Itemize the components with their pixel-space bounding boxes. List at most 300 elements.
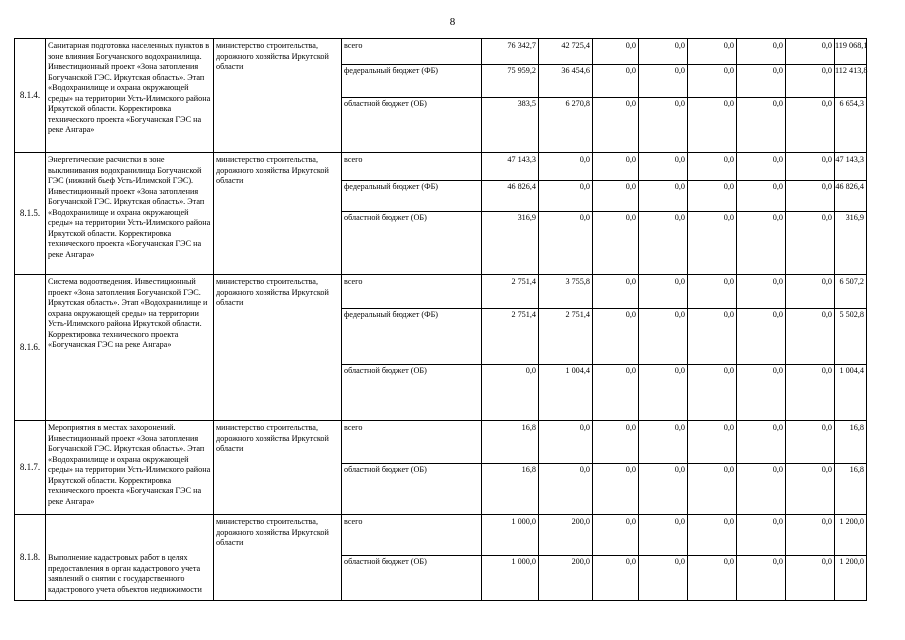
row-divider — [593, 308, 638, 309]
row-divider — [342, 64, 481, 65]
value-cell — [688, 515, 737, 601]
value-cell — [786, 153, 835, 275]
row-divider — [835, 180, 866, 181]
amount-value: 0,0 — [772, 213, 783, 222]
funding-sources-list — [342, 421, 481, 513]
amount-value: 316,9 — [517, 213, 536, 222]
row-code: 8.1.5. — [15, 153, 46, 275]
amount-value: 0,0 — [772, 66, 783, 75]
value-cell — [737, 275, 786, 421]
row-divider — [737, 180, 785, 181]
value-cell — [639, 39, 688, 153]
amount-value: 0,0 — [674, 182, 685, 191]
table-row — [15, 153, 867, 275]
value-cell — [482, 275, 539, 421]
value-column — [539, 515, 592, 599]
amount-value: 0,0 — [625, 99, 636, 108]
amount-value: 0,0 — [723, 277, 734, 286]
amount-value: 46 826,4 — [507, 182, 536, 191]
value-cell — [835, 39, 867, 153]
program-table — [14, 38, 867, 601]
amount-value: 112 413,8 — [835, 66, 868, 75]
row-code: 8.1.8. — [15, 515, 46, 601]
row-executor: министерство строительства, дорожного хозяйства Иркутской области — [214, 421, 342, 515]
value-column — [482, 421, 538, 513]
value-cell — [482, 153, 539, 275]
row-divider — [835, 64, 866, 65]
row-code: 8.1.4. — [15, 39, 46, 153]
funding-source-label: областной бюджет (ОБ) — [344, 99, 427, 108]
amount-value: 47 143,3 — [835, 155, 864, 164]
table-row — [15, 39, 867, 153]
amount-value: 0,0 — [821, 423, 832, 432]
row-divider — [342, 463, 481, 464]
amount-value: 0,0 — [579, 155, 590, 164]
value-column — [639, 39, 687, 151]
row-description: Выполнение кадастровых работ в целях предоставления в орган кадастрового учета заявлений о снятии с государственного кадастрового учета объектов недвижимости — [46, 515, 214, 601]
amount-value: 6 507,2 — [839, 277, 864, 286]
value-cell — [593, 153, 639, 275]
row-divider — [539, 64, 592, 65]
row-divider — [786, 555, 834, 556]
row-divider — [639, 308, 687, 309]
amount-value: 0,0 — [579, 213, 590, 222]
row-divider — [688, 97, 736, 98]
amount-value: 0,0 — [821, 310, 832, 319]
amount-value: 2 751,4 — [511, 310, 536, 319]
value-column — [639, 515, 687, 599]
value-cell — [593, 421, 639, 515]
amount-value: 0,0 — [772, 423, 783, 432]
row-divider — [835, 555, 866, 556]
row-divider — [786, 463, 834, 464]
funding-sources-list — [342, 153, 481, 273]
value-column — [737, 153, 785, 273]
value-column — [593, 153, 638, 273]
funding-sources-list — [342, 275, 481, 419]
amount-value: 383,5 — [517, 99, 536, 108]
row-divider — [539, 180, 592, 181]
amount-value: 0,0 — [723, 182, 734, 191]
funding-source-label: областной бюджет (ОБ) — [344, 366, 427, 375]
row-divider — [688, 364, 736, 365]
value-cell — [786, 515, 835, 601]
funding-sources — [342, 153, 482, 275]
row-divider — [737, 308, 785, 309]
amount-value: 1 004,4 — [565, 366, 590, 375]
row-divider — [786, 364, 834, 365]
amount-value: 0,0 — [821, 41, 832, 50]
row-divider — [482, 97, 538, 98]
amount-value: 0,0 — [625, 41, 636, 50]
value-column — [688, 275, 736, 419]
amount-value: 2 751,4 — [565, 310, 590, 319]
value-cell — [737, 153, 786, 275]
value-column — [593, 515, 638, 599]
row-divider — [593, 64, 638, 65]
amount-value: 0,0 — [674, 155, 685, 164]
row-description: Санитарная подготовка населенных пунктов в зоне влияния Богучанского водохранилища. Инвестиционный проект «Зона затопления Богучанской ГЭС. Иркутская область». Этап «Водохранилище и охрана окружающей среды» на территории Усть-Илимского района Иркутской области. Корректировка технического проекта «Богучанская ГЭС на реке Ангара» — [46, 39, 214, 153]
value-column — [737, 421, 785, 513]
row-divider — [786, 97, 834, 98]
row-divider — [482, 308, 538, 309]
value-cell — [539, 421, 593, 515]
amount-value: 0,0 — [625, 182, 636, 191]
value-column — [786, 153, 834, 273]
amount-value: 0,0 — [723, 41, 734, 50]
amount-value: 0,0 — [674, 66, 685, 75]
amount-value: 316,9 — [845, 213, 864, 222]
funding-source-label: федеральный бюджет (ФБ) — [344, 182, 439, 191]
value-cell — [539, 515, 593, 601]
value-cell — [639, 421, 688, 515]
row-divider — [639, 64, 687, 65]
amount-value: 0,0 — [772, 366, 783, 375]
row-divider — [639, 555, 687, 556]
value-cell — [786, 39, 835, 153]
amount-value: 0,0 — [821, 182, 832, 191]
amount-value: 0,0 — [625, 155, 636, 164]
row-divider — [539, 211, 592, 212]
amount-value: 0,0 — [821, 66, 832, 75]
amount-value: 0,0 — [821, 517, 832, 526]
value-column — [688, 153, 736, 273]
amount-value: 6 270,8 — [565, 99, 590, 108]
page-number: 8 — [449, 16, 456, 28]
row-divider — [688, 555, 736, 556]
value-column — [539, 421, 592, 513]
row-divider — [342, 364, 481, 365]
value-column — [737, 515, 785, 599]
table-row — [15, 275, 867, 421]
amount-value: 0,0 — [579, 465, 590, 474]
amount-value: 0,0 — [625, 213, 636, 222]
amount-value: 16,8 — [521, 465, 536, 474]
value-column — [835, 275, 866, 419]
row-divider — [593, 555, 638, 556]
amount-value: 0,0 — [625, 423, 636, 432]
value-column — [639, 153, 687, 273]
row-divider — [482, 64, 538, 65]
row-divider — [482, 211, 538, 212]
amount-value: 0,0 — [772, 465, 783, 474]
value-cell — [482, 515, 539, 601]
value-column — [593, 421, 638, 513]
amount-value: 16,8 — [849, 465, 864, 474]
value-cell — [737, 515, 786, 601]
row-divider — [688, 308, 736, 309]
value-cell — [835, 515, 867, 601]
value-cell — [539, 275, 593, 421]
row-divider — [639, 463, 687, 464]
row-divider — [539, 463, 592, 464]
amount-value: 0,0 — [674, 277, 685, 286]
amount-value: 75 959,2 — [507, 66, 536, 75]
row-divider — [688, 463, 736, 464]
table-row — [15, 421, 867, 515]
amount-value: 2 751,4 — [511, 277, 536, 286]
funding-sources — [342, 515, 482, 601]
row-divider — [593, 211, 638, 212]
row-divider — [835, 308, 866, 309]
value-cell — [835, 153, 867, 275]
value-cell — [688, 275, 737, 421]
value-column — [639, 421, 687, 513]
amount-value: 0,0 — [723, 155, 734, 164]
row-divider — [639, 180, 687, 181]
value-column — [482, 153, 538, 273]
value-cell — [639, 275, 688, 421]
row-divider — [342, 97, 481, 98]
amount-value: 0,0 — [674, 213, 685, 222]
value-column — [482, 39, 538, 151]
value-column — [737, 275, 785, 419]
amount-value: 0,0 — [625, 557, 636, 566]
amount-value: 0,0 — [772, 310, 783, 319]
row-divider — [737, 463, 785, 464]
row-divider — [786, 180, 834, 181]
row-executor: министерство строительства, дорожного хозяйства Иркутской области — [214, 275, 342, 421]
row-divider — [342, 308, 481, 309]
value-column — [688, 515, 736, 599]
row-divider — [482, 555, 538, 556]
amount-value: 0,0 — [625, 277, 636, 286]
amount-value: 1 004,4 — [839, 366, 864, 375]
row-divider — [835, 463, 866, 464]
amount-value: 3 755,8 — [565, 277, 590, 286]
amount-value: 46 826,4 — [835, 182, 864, 191]
amount-value: 200,0 — [571, 557, 590, 566]
amount-value: 0,0 — [723, 557, 734, 566]
row-divider — [737, 64, 785, 65]
value-column — [835, 153, 866, 273]
amount-value: 0,0 — [821, 213, 832, 222]
row-code: 8.1.7. — [15, 421, 46, 515]
row-divider — [639, 211, 687, 212]
value-column — [688, 421, 736, 513]
value-cell — [688, 39, 737, 153]
value-column — [539, 275, 592, 419]
value-cell — [639, 153, 688, 275]
amount-value: 0,0 — [723, 213, 734, 222]
amount-value: 76 342,7 — [507, 41, 536, 50]
row-divider — [688, 180, 736, 181]
row-divider — [593, 463, 638, 464]
value-cell — [593, 39, 639, 153]
row-divider — [539, 97, 592, 98]
row-divider — [639, 97, 687, 98]
row-divider — [737, 364, 785, 365]
amount-value: 42 725,4 — [561, 41, 590, 50]
row-description: Мероприятия в местах захоронений. Инвестиционный проект «Зона затопления Богучанской ГЭС. Иркутская область». Этап «Водохранилище и охрана окружающей среды» на территории Усть-Илимского района Иркутской области. Корректировка технического проекта «Богучанская ГЭС на реке Ангара» — [46, 421, 214, 515]
value-cell — [737, 421, 786, 515]
row-divider — [482, 180, 538, 181]
value-cell — [639, 515, 688, 601]
value-cell — [539, 39, 593, 153]
amount-value: 0,0 — [821, 277, 832, 286]
amount-value: 0,0 — [821, 557, 832, 566]
row-divider — [539, 308, 592, 309]
amount-value: 1 200,0 — [839, 517, 864, 526]
amount-value: 0,0 — [772, 277, 783, 286]
amount-value: 0,0 — [674, 41, 685, 50]
funding-sources-list — [342, 39, 481, 151]
value-cell — [737, 39, 786, 153]
value-cell — [593, 275, 639, 421]
amount-value: 0,0 — [674, 557, 685, 566]
value-column — [786, 275, 834, 419]
funding-source-label: всего — [344, 277, 363, 286]
row-divider — [342, 555, 481, 556]
funding-source-label: всего — [344, 41, 363, 50]
row-divider — [688, 64, 736, 65]
row-divider — [482, 364, 538, 365]
amount-value: 0,0 — [674, 366, 685, 375]
value-column — [539, 153, 592, 273]
amount-value: 16,8 — [849, 423, 864, 432]
amount-value: 119 068,1 — [835, 41, 868, 50]
amount-value: 0,0 — [772, 517, 783, 526]
amount-value: 0,0 — [723, 517, 734, 526]
value-column — [639, 275, 687, 419]
value-column — [835, 421, 866, 513]
amount-value: 0,0 — [723, 366, 734, 375]
row-divider — [593, 97, 638, 98]
value-column — [786, 39, 834, 151]
amount-value: 0,0 — [772, 155, 783, 164]
row-divider — [539, 364, 592, 365]
row-divider — [835, 211, 866, 212]
value-cell — [835, 275, 867, 421]
row-executor: министерство строительства, дорожного хозяйства Иркутской области — [214, 153, 342, 275]
amount-value: 1 000,0 — [511, 517, 536, 526]
row-divider — [639, 364, 687, 365]
amount-value: 0,0 — [625, 66, 636, 75]
amount-value: 0,0 — [723, 99, 734, 108]
row-divider — [737, 211, 785, 212]
row-executor: министерство строительства, дорожного хозяйства Иркутской области — [214, 515, 342, 601]
amount-value: 0,0 — [625, 465, 636, 474]
funding-sources — [342, 39, 482, 153]
row-divider — [737, 97, 785, 98]
row-divider — [593, 180, 638, 181]
row-description: Система водоотведения. Инвестиционный проект «Зона затопления Богучанской ГЭС. Иркутская область». Этап «Водохранилище и охрана окружающей среды» на территории Усть-Илимского района Иркутской области. Корректировка технического проекта «Богучанская ГЭС на реке Ангара» — [46, 275, 214, 421]
funding-sources-list — [342, 515, 481, 599]
funding-source-label: всего — [344, 517, 363, 526]
amount-value: 0,0 — [674, 310, 685, 319]
value-cell — [786, 275, 835, 421]
amount-value: 1 200,0 — [839, 557, 864, 566]
funding-sources — [342, 275, 482, 421]
amount-value: 0,0 — [674, 517, 685, 526]
row-divider — [688, 211, 736, 212]
funding-sources — [342, 421, 482, 515]
row-divider — [342, 211, 481, 212]
value-column — [593, 39, 638, 151]
amount-value: 0,0 — [723, 66, 734, 75]
amount-value: 5 502,8 — [839, 310, 864, 319]
amount-value: 16,8 — [521, 423, 536, 432]
value-cell — [539, 153, 593, 275]
row-divider — [786, 64, 834, 65]
amount-value: 47 143,3 — [507, 155, 536, 164]
row-divider — [482, 463, 538, 464]
row-divider — [342, 180, 481, 181]
funding-source-label: федеральный бюджет (ФБ) — [344, 66, 439, 75]
value-cell — [688, 153, 737, 275]
amount-value: 0,0 — [821, 366, 832, 375]
amount-value: 0,0 — [723, 423, 734, 432]
amount-value: 6 654,3 — [839, 99, 864, 108]
funding-source-label: областной бюджет (ОБ) — [344, 557, 427, 566]
amount-value: 1 000,0 — [511, 557, 536, 566]
value-column — [835, 39, 866, 151]
value-column — [786, 515, 834, 599]
funding-source-label: областной бюджет (ОБ) — [344, 465, 427, 474]
amount-value: 0,0 — [674, 99, 685, 108]
value-column — [786, 421, 834, 513]
funding-source-label: всего — [344, 423, 363, 432]
amount-value: 0,0 — [772, 557, 783, 566]
amount-value: 0,0 — [821, 155, 832, 164]
amount-value: 200,0 — [571, 517, 590, 526]
amount-value: 0,0 — [723, 310, 734, 319]
value-column — [688, 39, 736, 151]
funding-source-label: федеральный бюджет (ФБ) — [344, 310, 439, 319]
value-cell — [593, 515, 639, 601]
row-divider — [737, 555, 785, 556]
row-executor: министерство строительства, дорожного хозяйства Иркутской области — [214, 39, 342, 153]
value-column — [482, 275, 538, 419]
row-code: 8.1.6. — [15, 275, 46, 421]
amount-value: 0,0 — [723, 465, 734, 474]
row-divider — [539, 555, 592, 556]
amount-value: 36 454,6 — [561, 66, 590, 75]
amount-value: 0,0 — [625, 310, 636, 319]
amount-value: 0,0 — [772, 182, 783, 191]
value-column — [593, 275, 638, 419]
row-divider — [786, 211, 834, 212]
amount-value: 0,0 — [772, 41, 783, 50]
row-divider — [593, 364, 638, 365]
value-column — [737, 39, 785, 151]
amount-value: 0,0 — [579, 423, 590, 432]
value-cell — [835, 421, 867, 515]
row-description: Энергетические расчистки в зоне выклинивания водохранилища Богучанской ГЭС (нижний бьеф Усть-Илимской ГЭС). Инвестиционный проект «Зона затопления Богучанской ГЭС. Иркутская область». Этап «Водохранилище и охрана окружающей среды» на территории Усть-Илимского района Иркутской области. Корректировка технического проекта «Богучанская ГЭС на реке Ангара» — [46, 153, 214, 275]
table-row — [15, 515, 867, 601]
amount-value: 0,0 — [625, 366, 636, 375]
amount-value: 0,0 — [821, 465, 832, 474]
amount-value: 0,0 — [821, 99, 832, 108]
amount-value: 0,0 — [625, 517, 636, 526]
value-column — [482, 515, 538, 599]
row-divider — [786, 308, 834, 309]
funding-source-label: всего — [344, 155, 363, 164]
value-column — [539, 39, 592, 151]
value-cell — [786, 421, 835, 515]
amount-value: 0,0 — [674, 465, 685, 474]
amount-value: 0,0 — [674, 423, 685, 432]
row-divider — [835, 97, 866, 98]
value-column — [835, 515, 866, 599]
amount-value: 0,0 — [579, 182, 590, 191]
amount-value: 0,0 — [772, 99, 783, 108]
value-cell — [688, 421, 737, 515]
funding-source-label: областной бюджет (ОБ) — [344, 213, 427, 222]
row-divider — [835, 364, 866, 365]
value-cell — [482, 421, 539, 515]
amount-value: 0,0 — [525, 366, 536, 375]
